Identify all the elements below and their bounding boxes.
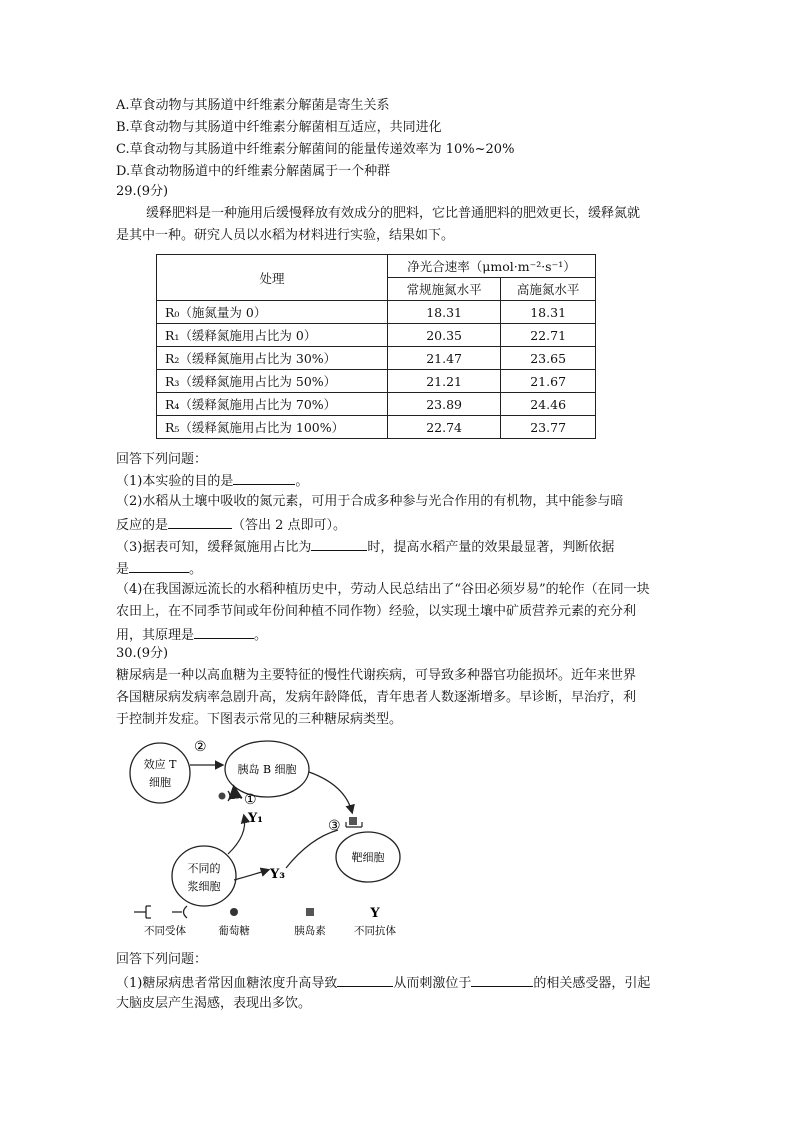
row-high: 23.65 bbox=[501, 347, 596, 370]
mark-1: ① bbox=[244, 792, 257, 808]
row-normal: 18.31 bbox=[387, 301, 500, 324]
mark-2: ② bbox=[194, 739, 207, 755]
q30-intro-2: 各国糖尿病发病率急剧升高，发病年龄降低，青年患者人数逐渐增多。早诊断，早治疗，利 bbox=[116, 690, 637, 705]
option-c: C.草食动物与其肠道中纤维素分解菌间的能量传递效率为 10%~20% bbox=[116, 142, 515, 157]
table-row bbox=[157, 324, 596, 347]
legend-receptor-label: 不同受体 bbox=[144, 925, 186, 937]
plasma-label-2: 浆细胞 bbox=[187, 880, 221, 893]
row-label: R₃（缓释氮施用占比为 50%） bbox=[157, 370, 388, 393]
q29-answer-prompt: 回答下列问题： bbox=[116, 452, 208, 467]
row-label: R₁（缓释氮施用占比为 0） bbox=[157, 324, 388, 347]
answer-blank[interactable] bbox=[337, 972, 393, 987]
q30-intro-1: 糖尿病是一种以高血糖为主要特征的慢性代谢疾病，可导致多种器官功能损坏。近年来世界 bbox=[116, 668, 637, 683]
table-row bbox=[157, 370, 596, 393]
q29-sub-4b: 农田上，在不同季节间或年份间种植不同作物）经验，以实现土壤中矿质营养元素的充分利 bbox=[116, 604, 637, 619]
y1-label: Y₁ bbox=[248, 811, 263, 826]
row-high: 24.46 bbox=[501, 393, 596, 416]
t-cell-label-1: 效应 T bbox=[143, 758, 177, 771]
row-normal: 23.89 bbox=[387, 393, 500, 416]
row-label: R₄（缓释氮施用占比为 70%） bbox=[157, 393, 388, 416]
legend-receptor-icon-1 bbox=[134, 906, 151, 918]
t-cell-label-2: 细胞 bbox=[149, 776, 171, 789]
row-high: 21.67 bbox=[501, 370, 596, 393]
legend-insulin-label: 胰岛素 bbox=[294, 925, 326, 937]
plasma-cell bbox=[172, 846, 236, 906]
target-label: 靶细胞 bbox=[351, 851, 385, 864]
option-a: A.草食动物与其肠道中纤维素分解菌是寄生关系 bbox=[116, 98, 390, 113]
q29-sub-2b: 反应的是 （答出 2 点即可）。 bbox=[116, 514, 346, 536]
answer-blank[interactable] bbox=[311, 536, 367, 551]
row-label: R₀（施氮量为 0） bbox=[157, 301, 388, 324]
table-row bbox=[157, 301, 596, 324]
table-row bbox=[157, 393, 596, 416]
answer-blank[interactable] bbox=[194, 624, 254, 639]
legend-insulin-icon bbox=[306, 908, 314, 916]
row-high: 22.71 bbox=[501, 324, 596, 347]
header-normal: 常规施氮水平 bbox=[387, 278, 500, 301]
answer-blank[interactable] bbox=[471, 972, 533, 987]
option-b: B.草食动物与其肠道中纤维素分解菌相互适应，共同进化 bbox=[116, 120, 442, 135]
arrow-b-to-target bbox=[309, 772, 352, 812]
row-normal: 22.74 bbox=[387, 416, 500, 439]
row-high: 23.77 bbox=[501, 416, 596, 439]
row-label: R₅（缓释氮施用占比为 100%） bbox=[157, 416, 388, 439]
table-row bbox=[157, 416, 596, 439]
row-normal: 21.47 bbox=[387, 347, 500, 370]
q30-answer-prompt: 回答下列问题： bbox=[116, 952, 208, 967]
legend-glucose-label: 葡萄糖 bbox=[218, 925, 250, 937]
table-row bbox=[157, 347, 596, 370]
q30-sub-1a: （1)糖尿病患者常因血糖浓度升高导致 从而刺激位于 的相关感受器，引起 bbox=[116, 972, 650, 994]
legend-glucose-icon bbox=[230, 908, 238, 916]
legend-antibody-icon: Y bbox=[370, 906, 380, 921]
mark-3: ③ bbox=[328, 818, 341, 834]
q30-sub-1b: 大脑皮层产生渴感，表现出多饮。 bbox=[116, 996, 312, 1011]
arrow-y3-to-target bbox=[286, 830, 338, 868]
row-label: R₂（缓释氮施用占比为 30%） bbox=[157, 347, 388, 370]
answer-blank[interactable] bbox=[168, 514, 232, 529]
results-table bbox=[156, 254, 596, 439]
row-normal: 20.35 bbox=[387, 324, 500, 347]
q30-header: 30.(9分) bbox=[116, 646, 169, 661]
answer-blank[interactable] bbox=[129, 558, 189, 573]
q30-intro-3: 于控制并发症。下图表示常见的三种糖尿病类型。 bbox=[116, 712, 403, 727]
q29-sub-4a: （4)在我国源远流长的水稻种植历史中，劳动人民总结出了“谷田必须岁易”的轮作（在同一块 bbox=[116, 582, 650, 597]
option-d: D.草食动物肠道中的纤维素分解菌属于一个种群 bbox=[116, 164, 391, 179]
row-high: 18.31 bbox=[501, 301, 596, 324]
q29-sub-3a: （3)据表可知，缓释氮施用占比为 时，提高水稻产量的效果最显著，判断依据 bbox=[116, 536, 614, 558]
arrow-plasma-to-y1 bbox=[228, 816, 245, 854]
q29-sub-2a: （2)水稻从土壤中吸收的氮元素，可用于合成多种参与光合作用的有机物，其中能参与暗 bbox=[116, 494, 624, 509]
glucose-dot-icon bbox=[219, 793, 226, 800]
answer-blank[interactable] bbox=[233, 470, 295, 485]
legend-receptor-icon-2 bbox=[172, 906, 187, 918]
legend-antibody-label: 不同抗体 bbox=[354, 925, 396, 937]
q29-sub-1: （1)本实验的目的是 。 bbox=[116, 470, 308, 492]
effector-t-cell bbox=[130, 743, 190, 803]
header-rate: 净光合速率（μmol·m⁻²·s⁻¹） bbox=[387, 255, 595, 278]
header-high: 高施氮水平 bbox=[501, 278, 596, 301]
row-normal: 21.21 bbox=[387, 370, 500, 393]
arrow-plasma-to-y3 bbox=[234, 870, 268, 880]
b-cell-label: 胰岛 B 细胞 bbox=[237, 763, 297, 776]
q29-sub-4c: 用，其原理是 。 bbox=[116, 624, 267, 646]
q29-sub-3b: 是 。 bbox=[116, 558, 202, 580]
diabetes-diagram bbox=[120, 730, 440, 944]
q29-intro-1: 缓释肥料是一种施用后缓慢释放有效成分的肥料，它比普通肥料的肥效更长，缓释氮就 bbox=[146, 206, 641, 221]
y3-label: Y₃ bbox=[270, 867, 285, 882]
plasma-label-1: 不同的 bbox=[187, 862, 221, 875]
q29-header: 29.(9分) bbox=[116, 184, 169, 199]
insulin-square-icon bbox=[349, 817, 357, 825]
header-process: 处理 bbox=[157, 255, 388, 301]
q29-intro-2: 是其中一种。研究人员以水稻为材料进行实验，结果如下。 bbox=[116, 228, 455, 243]
receptor-icon bbox=[228, 791, 230, 801]
